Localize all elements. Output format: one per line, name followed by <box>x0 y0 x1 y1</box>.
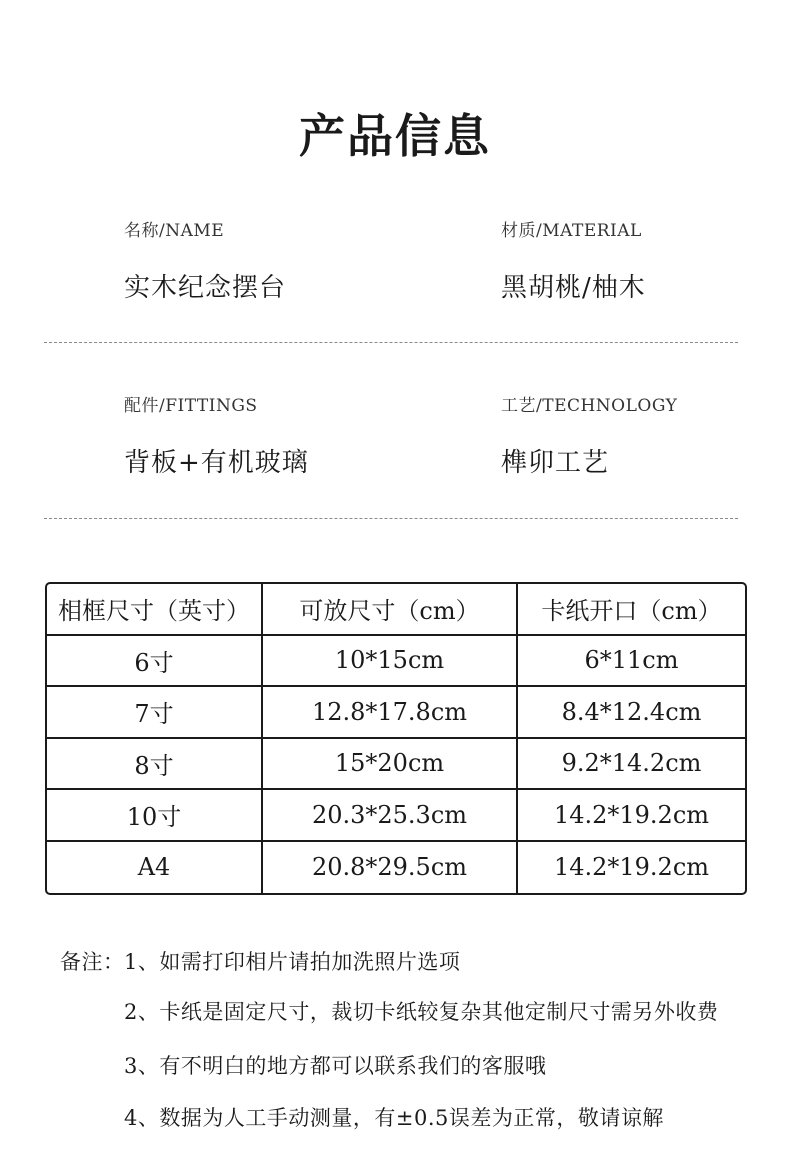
column-header-photo-size: 可放尺寸（cm） <box>263 584 518 636</box>
table-cell: 7寸 <box>47 687 263 739</box>
table-cell: 10寸 <box>47 790 263 842</box>
table-cell: 20.8*29.5cm <box>263 842 518 894</box>
info-technology-label: 工艺/TECHNOLOGY <box>501 396 678 416</box>
table-cell: 14.2*19.2cm <box>518 790 745 842</box>
info-fittings-value: 背板+有机玻璃 <box>124 448 309 478</box>
column-header-frame-size: 相框尺寸（英寸） <box>47 584 263 636</box>
table-cell: 6*11cm <box>518 636 745 688</box>
table-cell: 8.4*12.4cm <box>518 687 745 739</box>
table-cell: 15*20cm <box>263 739 518 791</box>
note-item-2: 2、卡纸是固定尺寸，裁切卡纸较复杂其他定制尺寸需另外收费 <box>124 1000 719 1024</box>
info-fittings <box>124 391 309 479</box>
info-material <box>501 216 646 304</box>
note-item-3: 3、有不明白的地方都可以联系我们的客服哦 <box>124 1054 547 1078</box>
table-row <box>47 636 745 688</box>
note-item-4: 4、数据为人工手动测量，有±0.5误差为正常，敬请谅解 <box>124 1106 664 1130</box>
table-cell: 20.3*25.3cm <box>263 790 518 842</box>
info-technology-value: 榫卯工艺 <box>501 448 610 478</box>
table-row <box>47 790 745 842</box>
info-name <box>124 216 286 304</box>
info-name-label: 名称/NAME <box>124 221 225 241</box>
info-technology <box>501 391 677 479</box>
table-cell: 6寸 <box>47 636 263 688</box>
table-cell: 8寸 <box>47 739 263 791</box>
notes-prefix: 备注： <box>60 950 125 974</box>
info-material-value: 黑胡桃/柚木 <box>501 273 646 303</box>
page-title: 产品信息 <box>299 109 491 163</box>
table-row <box>47 842 745 894</box>
table-cell: 10*15cm <box>263 636 518 688</box>
table-cell: 12.8*17.8cm <box>263 687 518 739</box>
column-header-mat-opening: 卡纸开口（cm） <box>518 584 745 636</box>
info-material-label: 材质/MATERIAL <box>501 221 642 241</box>
table-cell: 9.2*14.2cm <box>518 739 745 791</box>
divider <box>44 518 738 519</box>
divider <box>44 342 738 343</box>
info-name-value: 实木纪念摆台 <box>124 273 287 303</box>
table-header-row <box>47 584 745 636</box>
note-item-1: 1、如需打印相片请拍加洗照片选项 <box>124 950 461 974</box>
table-row <box>47 739 745 791</box>
table-cell: A4 <box>47 842 263 894</box>
size-table <box>45 582 747 895</box>
info-fittings-label: 配件/FITTINGS <box>124 396 258 416</box>
table-row <box>47 687 745 739</box>
table-cell: 14.2*19.2cm <box>553 853 710 882</box>
